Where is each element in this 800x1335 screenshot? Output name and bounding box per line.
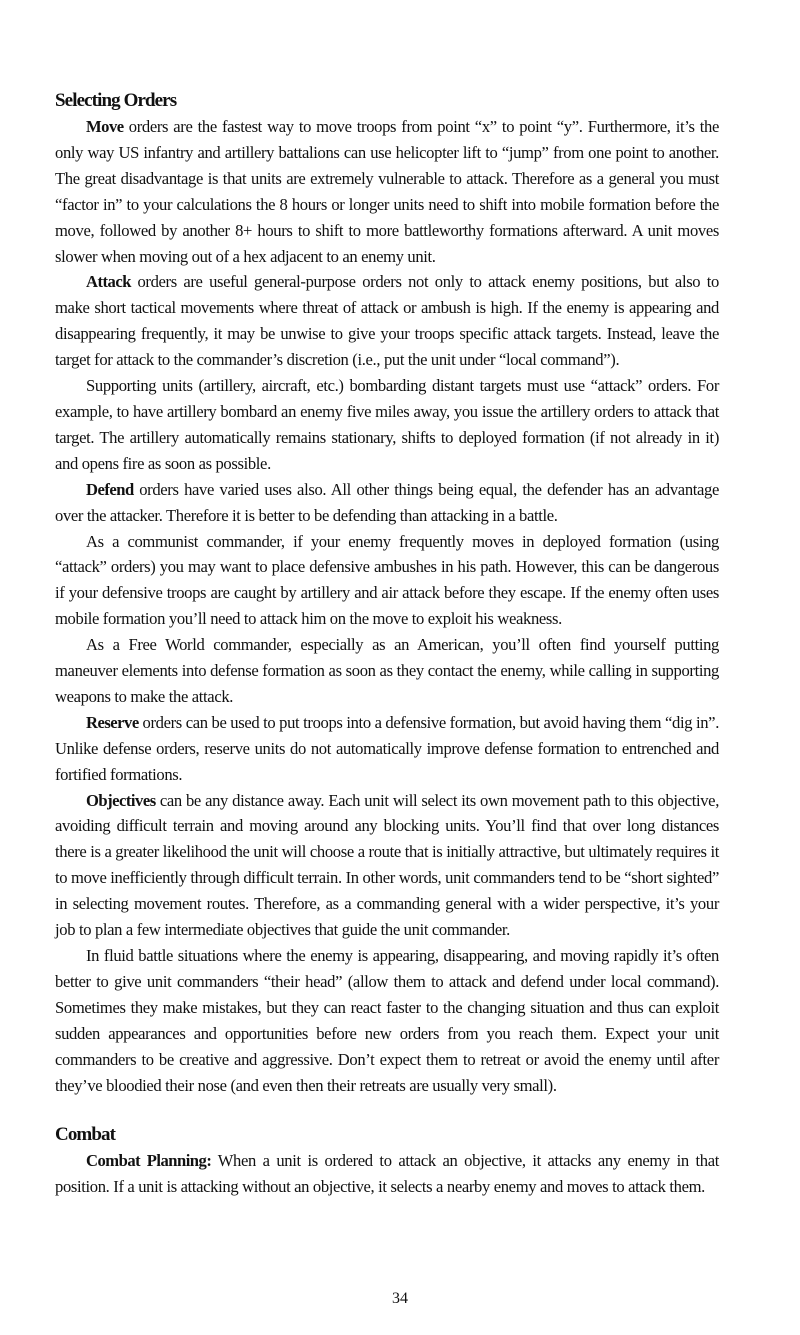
paragraph-supporting-units	[55, 373, 719, 477]
term-defend: Defend	[86, 479, 134, 499]
paragraph-text: orders can be used to put troops into a defensive formation, but avoid having them “dig in”. Unlike defense orders, reserve units do not automatically improve defense formation to entrenched and fortified formations.	[55, 712, 719, 784]
paragraph-text: Supporting units (artillery, aircraft, etc.) bombarding distant targets must use “attack” orders. For example, to have artillery bombard an enemy five miles away, you issue the artillery orders to attack that target. The artillery automatically remains stationary, shifts to deployed formation (if not already in it) and opens fire as soon as possible.	[55, 376, 719, 473]
paragraph-attack	[55, 269, 719, 373]
paragraph-text: orders have varied uses also. All other things being equal, the defender has an advantage over the attacker. Therefore it is better to be defending than attacking in a battle.	[55, 479, 719, 525]
paragraph-text: When a unit is ordered to attack an objective, it attacks any enemy in that position. If a unit is attacking without an objective, it selects a nearby enemy and moves to attack them.	[55, 1151, 719, 1197]
term-move: Move	[86, 117, 124, 136]
section-heading-combat: Combat	[55, 1124, 116, 1146]
page-number: 34	[392, 1290, 408, 1307]
term-objectives: Objectives	[86, 790, 156, 810]
paragraph-text: can be any distance away. Each unit will select its own movement path to this objective, avoiding difficult terrain and moving around any blocking units. You’ll find that over long distances there is a greater likelihood the unit will choose a route that is initially attractive, but ultimately requires it to move inefficiently through difficult terrain. In other words, unit commanders tend to be “short sighted” in selecting movement routes. Therefore, as a commanding general with a wider perspective, it’s your job to plan a few intermediate objectives that guide the unit commander.	[55, 790, 719, 940]
paragraph-free-world-commander	[55, 632, 719, 710]
paragraph-text: orders are useful general-purpose orders not only to attack enemy positions, but also to make short tactical movements where threat of attack or ambush is high. If the enemy is appearing and disappearing frequently, it may be unwise to give your troops specific attack targets. Instead, leave the target for attack to the commander’s discretion (i.e., put the unit under “local command”).	[55, 272, 719, 370]
section-heading-selecting-orders: Selecting Orders	[55, 90, 177, 111]
paragraph-move	[55, 114, 719, 269]
term-combat-planning: Combat Planning:	[86, 1151, 212, 1171]
paragraph-defend	[55, 477, 719, 529]
paragraph-text: In fluid battle situations where the enemy is appearing, disappearing, and moving rapidly it’s often better to give unit commanders “their head” (allow them to attack and defend under local command). Sometimes they make mistakes, but they can react faster to the changing situation and thus can exploit sudden appearances and opportunities before new orders from you reach them. Expect your unit commanders to be creative and aggressive. Don’t expect them to retreat or avoid the enemy until after they’ve bloodied their nose (and even then their retreats are usually very small).	[55, 946, 719, 1095]
term-reserve: Reserve	[86, 712, 139, 732]
paragraph-combat-planning	[55, 1148, 719, 1200]
page-body	[55, 88, 719, 1200]
section-spacer	[55, 1098, 719, 1122]
paragraph-objectives	[55, 788, 719, 943]
paragraph-communist-commander	[55, 529, 719, 633]
paragraph-reserve	[55, 710, 719, 788]
paragraph-text: As a Free World commander, especially as an American, you’ll often find yourself putting maneuver elements into defense formation as soon as they contact the enemy, while calling in supporting weapons to make the attack.	[55, 635, 719, 706]
paragraph-fluid-battle	[55, 943, 719, 1098]
paragraph-text: orders are the fastest way to move troops from point “x” to point “y”. Furthermore, it’s the only way US infantry and artillery battalions can use helicopter lift to “jump” from one point to another. The great disadvantage is that units are extremely vulnerable to attack. Therefore as a general you must “factor in” to your calculations the 8 hours or longer units need to shift into mobile formation before the move, followed by another 8+ hours to shift to more battleworthy formations afterward. A unit moves slower when moving out of a hex adjacent to an enemy unit.	[55, 117, 719, 266]
paragraph-text: As a communist commander, if your enemy frequently moves in deployed formation (using “attack” orders) you may want to place defensive ambushes in his path. However, this can be dangerous if your defensive troops are caught by artillery and air attack before they escape. If the enemy often uses mobile formation you’ll need to attack him on the move to exploit his weakness.	[55, 531, 719, 629]
term-attack: Attack	[86, 272, 131, 292]
